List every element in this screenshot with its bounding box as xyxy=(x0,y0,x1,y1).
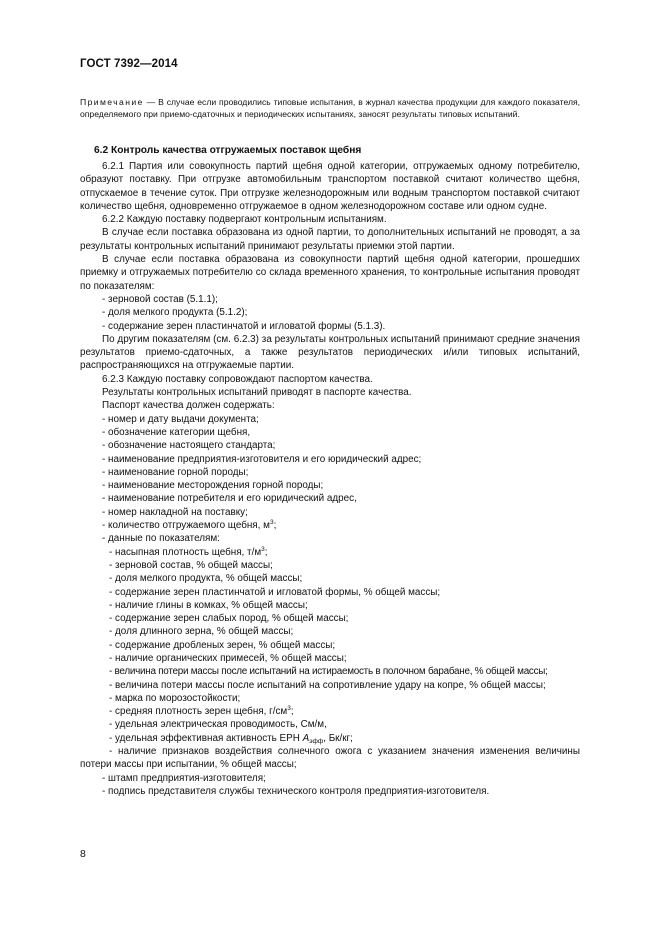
sub-list-item: - наличие органических примесей, % общей массы; xyxy=(109,652,347,664)
sub-list-item: - содержание зерен слабых пород, % общей массы; xyxy=(109,613,349,625)
density-end: ; xyxy=(290,706,294,718)
paragraph-passport: Паспорт качества должен содержать: xyxy=(102,400,275,412)
quantity-unit-sup: 3 xyxy=(269,519,274,527)
paragraph-results: Результаты контрольных испытаний приводят в паспорте качества. xyxy=(102,387,412,399)
list-item: - наименование потребителя и его юридический адрес, xyxy=(102,493,357,505)
bulk-density-end: ; xyxy=(264,546,268,558)
paragraph-single-batch: В случае если поставка образована из одной партии, то дополнительных испытаний не проводят, а за результаты контрольных испытаний принимают результаты приемки этой партии. xyxy=(80,227,580,252)
sub-list-item: - марка по морозостойкости; xyxy=(109,692,241,704)
note-text: — В случае если проводились типовые испытания, в журнал качества продукции для каждого показателя, определяемого при приемо-сдаточных и периодических испытаниях, заносят результаты типовых испытаний. xyxy=(80,97,580,120)
sub-list-item-density xyxy=(80,705,580,718)
paragraph-6-2-2: 6.2.2 Каждую поставку подвергают контрольным испытаниям. xyxy=(102,214,387,226)
quantity-end: ; xyxy=(273,520,277,532)
bulk-density-text: - насыпная плотность щебня, т/м xyxy=(109,546,262,558)
list-item: - номер накладной на поставку; xyxy=(102,506,248,518)
list-item: - наименование месторождения горной породы; xyxy=(102,480,324,492)
sub-list-item: - величина потери массы после испытаний на сопротивление удару на копре, % общей массы; xyxy=(109,679,546,691)
document-body xyxy=(80,160,580,798)
activity-subscript: эфф xyxy=(309,737,324,745)
sub-list-item: - содержание зерен пластинчатой и игловатой формы, % общей массы; xyxy=(109,586,441,598)
paragraph-other-indicators: По другим показателям (см. 6.2.3) за результаты контрольных испытаний принимают средние значения результатов приемо-сдаточных, а также результатов периодических и/или типовых испытаний, распространяющихся на отгружаемые партии. xyxy=(80,333,580,372)
quantity-text: - количество отгружаемого щебня, м xyxy=(102,520,270,532)
bulk-density-sup: 3 xyxy=(261,545,265,553)
list-item: - содержание зерен пластинчатой и игловатой формы (5.1.3). xyxy=(102,320,386,332)
sub-list-item-activity xyxy=(80,732,580,745)
list-item-data: - данные по показателям: xyxy=(102,533,220,545)
paragraph-6-2-1: 6.2.1 Партия или совокупность партий щебня одной категории, отгружаемых одному потребителю, образуют поставку. При отгрузке автомобильным транспортом поставкой считают количество щебня, отпускаемое в течение суток. При отгрузке железнодорожным или водным транспортом поставкой считают количество щебня, одновременно отгружаемое в одном железнодорожном составе или одном судне. xyxy=(80,161,580,212)
list-item: - обозначение категории щебня, xyxy=(102,426,251,438)
activity-end: , Бк/кг; xyxy=(323,732,353,744)
sub-list-item: - доля мелкого продукта, % общей массы; xyxy=(109,573,303,585)
paragraph-6-2-3: 6.2.3 Каждую поставку сопровождают паспортом качества. xyxy=(102,373,373,385)
list-item: - зерновой состав (5.1.1); xyxy=(102,293,218,305)
sub-list-item: - наличие глины в комках, % общей массы; xyxy=(109,599,308,611)
list-item: - доля мелкого продукта (5.1.2); xyxy=(102,307,248,319)
document-header: ГОСТ 7392—2014 xyxy=(80,58,178,70)
sub-list-item-sunburn: - наличие признаков воздействия солнечного ожога с указанием значения изменения величины потери массы при испытании, % общей массы; xyxy=(80,746,580,771)
list-item: - наименование горной породы; xyxy=(102,466,249,478)
sub-list-item: - содержание дробленых зерен, % общей массы; xyxy=(109,639,336,651)
sub-list-item-bulk-density xyxy=(80,546,580,559)
activity-text: - удельная эффективная активность ЕРН xyxy=(109,732,303,744)
note-label: Примечание xyxy=(80,97,144,107)
sub-list-item: - удельная электрическая проводимость, См/м, xyxy=(109,719,327,731)
density-text: - средняя плотность зерен щебня, г/см xyxy=(109,706,288,718)
sub-list-item: - зерновой состав, % общей массы; xyxy=(109,559,273,571)
sub-list-item: - доля длинного зерна, % общей массы; xyxy=(109,626,294,638)
sub-list-item: - величина потери массы после испытаний на истираемость в полочном барабане, % общей массы; xyxy=(109,666,548,678)
list-item: - наименование предприятия-изготовителя и его юридический адрес; xyxy=(102,453,422,465)
list-item: - обозначение настоящего стандарта; xyxy=(102,440,276,452)
density-sup: 3 xyxy=(287,705,291,713)
list-item: - штамп предприятия-изготовителя; xyxy=(102,772,266,784)
section-heading: 6.2 Контроль качества отгружаемых поставок щебня xyxy=(94,145,362,156)
paragraph-multi-batch: В случае если поставка образована из совокупности партий щебня одной категории, прошедших приемку и отгружаемых потребителю со склада временного хранения, то контрольные испытания проводят по показателям: xyxy=(80,254,580,292)
list-item-quantity xyxy=(80,519,580,532)
activity-variable: A xyxy=(302,732,310,744)
list-item: - номер и дату выдачи документа; xyxy=(102,413,259,425)
note-block xyxy=(80,96,580,121)
list-item: - подпись представителя службы технического контроля предприятия-изготовителя. xyxy=(102,785,490,797)
page-number: 8 xyxy=(80,848,86,860)
